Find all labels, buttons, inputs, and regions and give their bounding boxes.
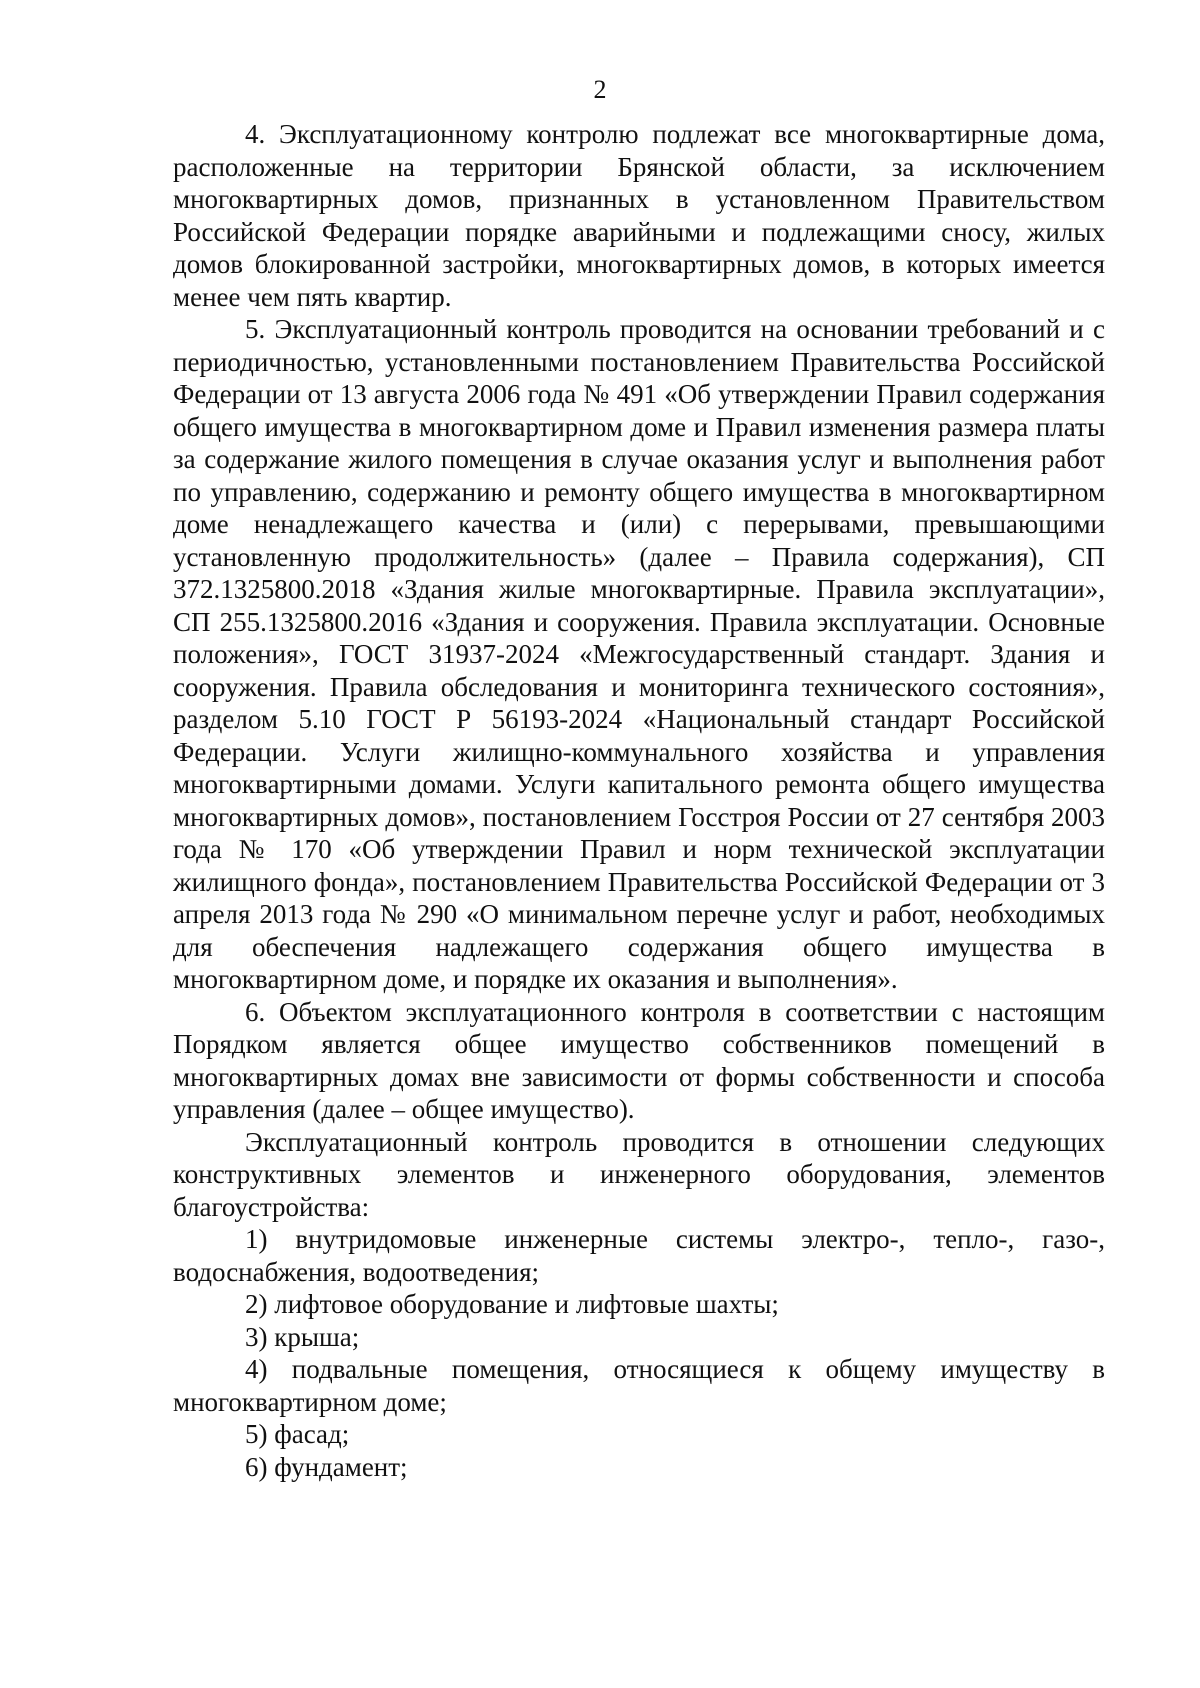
paragraph-scope-intro: Эксплуатационный контроль проводится в отношении следующих конструктивных элементов и инженерного оборудования, элементов благоустройства: [173, 1126, 1105, 1222]
list-item-6: 6) фундамент; [245, 1451, 408, 1482]
paragraph-5: 5. Эксплуатационный контроль проводится на основании требований и с периодичностью, установленными постановлением Правительства Российской Федерации от 13 августа 2006 года № 491 «Об утверждении Правил содержания общего имущества в многоквартирном доме и Правил изменения размера платы за содержание жилого помещения в случае оказания услуг и выполнения работ по управлению, содержанию и ремонту общего имущества в многоквартирном доме ненадлежащего качества и (или) с перерывами, превышающими установленную продолжительность» (далее – Правила содержания), СП 372.1325800.2018 «Здания жилые многоквартирные. Правила эксплуатации», СП 255.1325800.2016 «Здания и сооружения. Правила эксплуатации. Основные положения», ГОСТ 31937-2024 «Межгосударственный стандарт. Здания и сооружения. Правила обследования и мониторинга технического состояния», разделом 5.10 ГОСТ Р 56193-2024 «Национальный стандарт Российской Федерации. Услуги жилищно-коммунального хозяйства и управления многоквартирными домами. Услуги капитального ремонта общего имущества многоквартирных домов», постановлением Госстроя России от 27 сентября 2003 года № 170 «Об утверждении Правил и норм технической эксплуатации жилищного фонда», постановлением Правительства Российской Федерации от 3 апреля 2013 года № 290 «О минимальном перечне услуг и работ, необходимых для обеспечения надлежащего содержания общего имущества в многоквартирном доме, и порядке их оказания и выполнения». [173, 314, 1105, 994]
list-item-1: 1) внутридомовые инженерные системы электро-, тепло-, газо-, водоснабжения, водоотведения; [173, 1224, 1105, 1287]
paragraph-6: 6. Объектом эксплуатационного контроля в соответствии с настоящим Порядком является общее имущество собственников помещений в многоквартирных домах вне зависимости от формы собственности и способа управления (далее – общее имущество). [173, 996, 1105, 1124]
page-number: 2 [593, 75, 607, 104]
document-body [173, 118, 1105, 1483]
list-item-2: 2) лифтовое оборудование и лифтовые шахты; [245, 1289, 779, 1319]
list-item-5: 5) фасад; [245, 1419, 350, 1449]
paragraph-4: 4. Эксплуатационному контролю подлежат все многоквартирные дома, расположенные на территории Брянской области, за исключением многоквартирных домов, признанных в установленном Правительством Российской Федерации порядке аварийными и подлежащими сносу, жилых домов блокированной застройки, многоквартирных домов, в которых имеется менее чем пять квартир. [173, 119, 1105, 312]
list-item-4: 4) подвальные помещения, относящиеся к общему имуществу в многоквартирном доме; [173, 1354, 1105, 1417]
list-item-3: 3) крыша; [245, 1321, 360, 1352]
